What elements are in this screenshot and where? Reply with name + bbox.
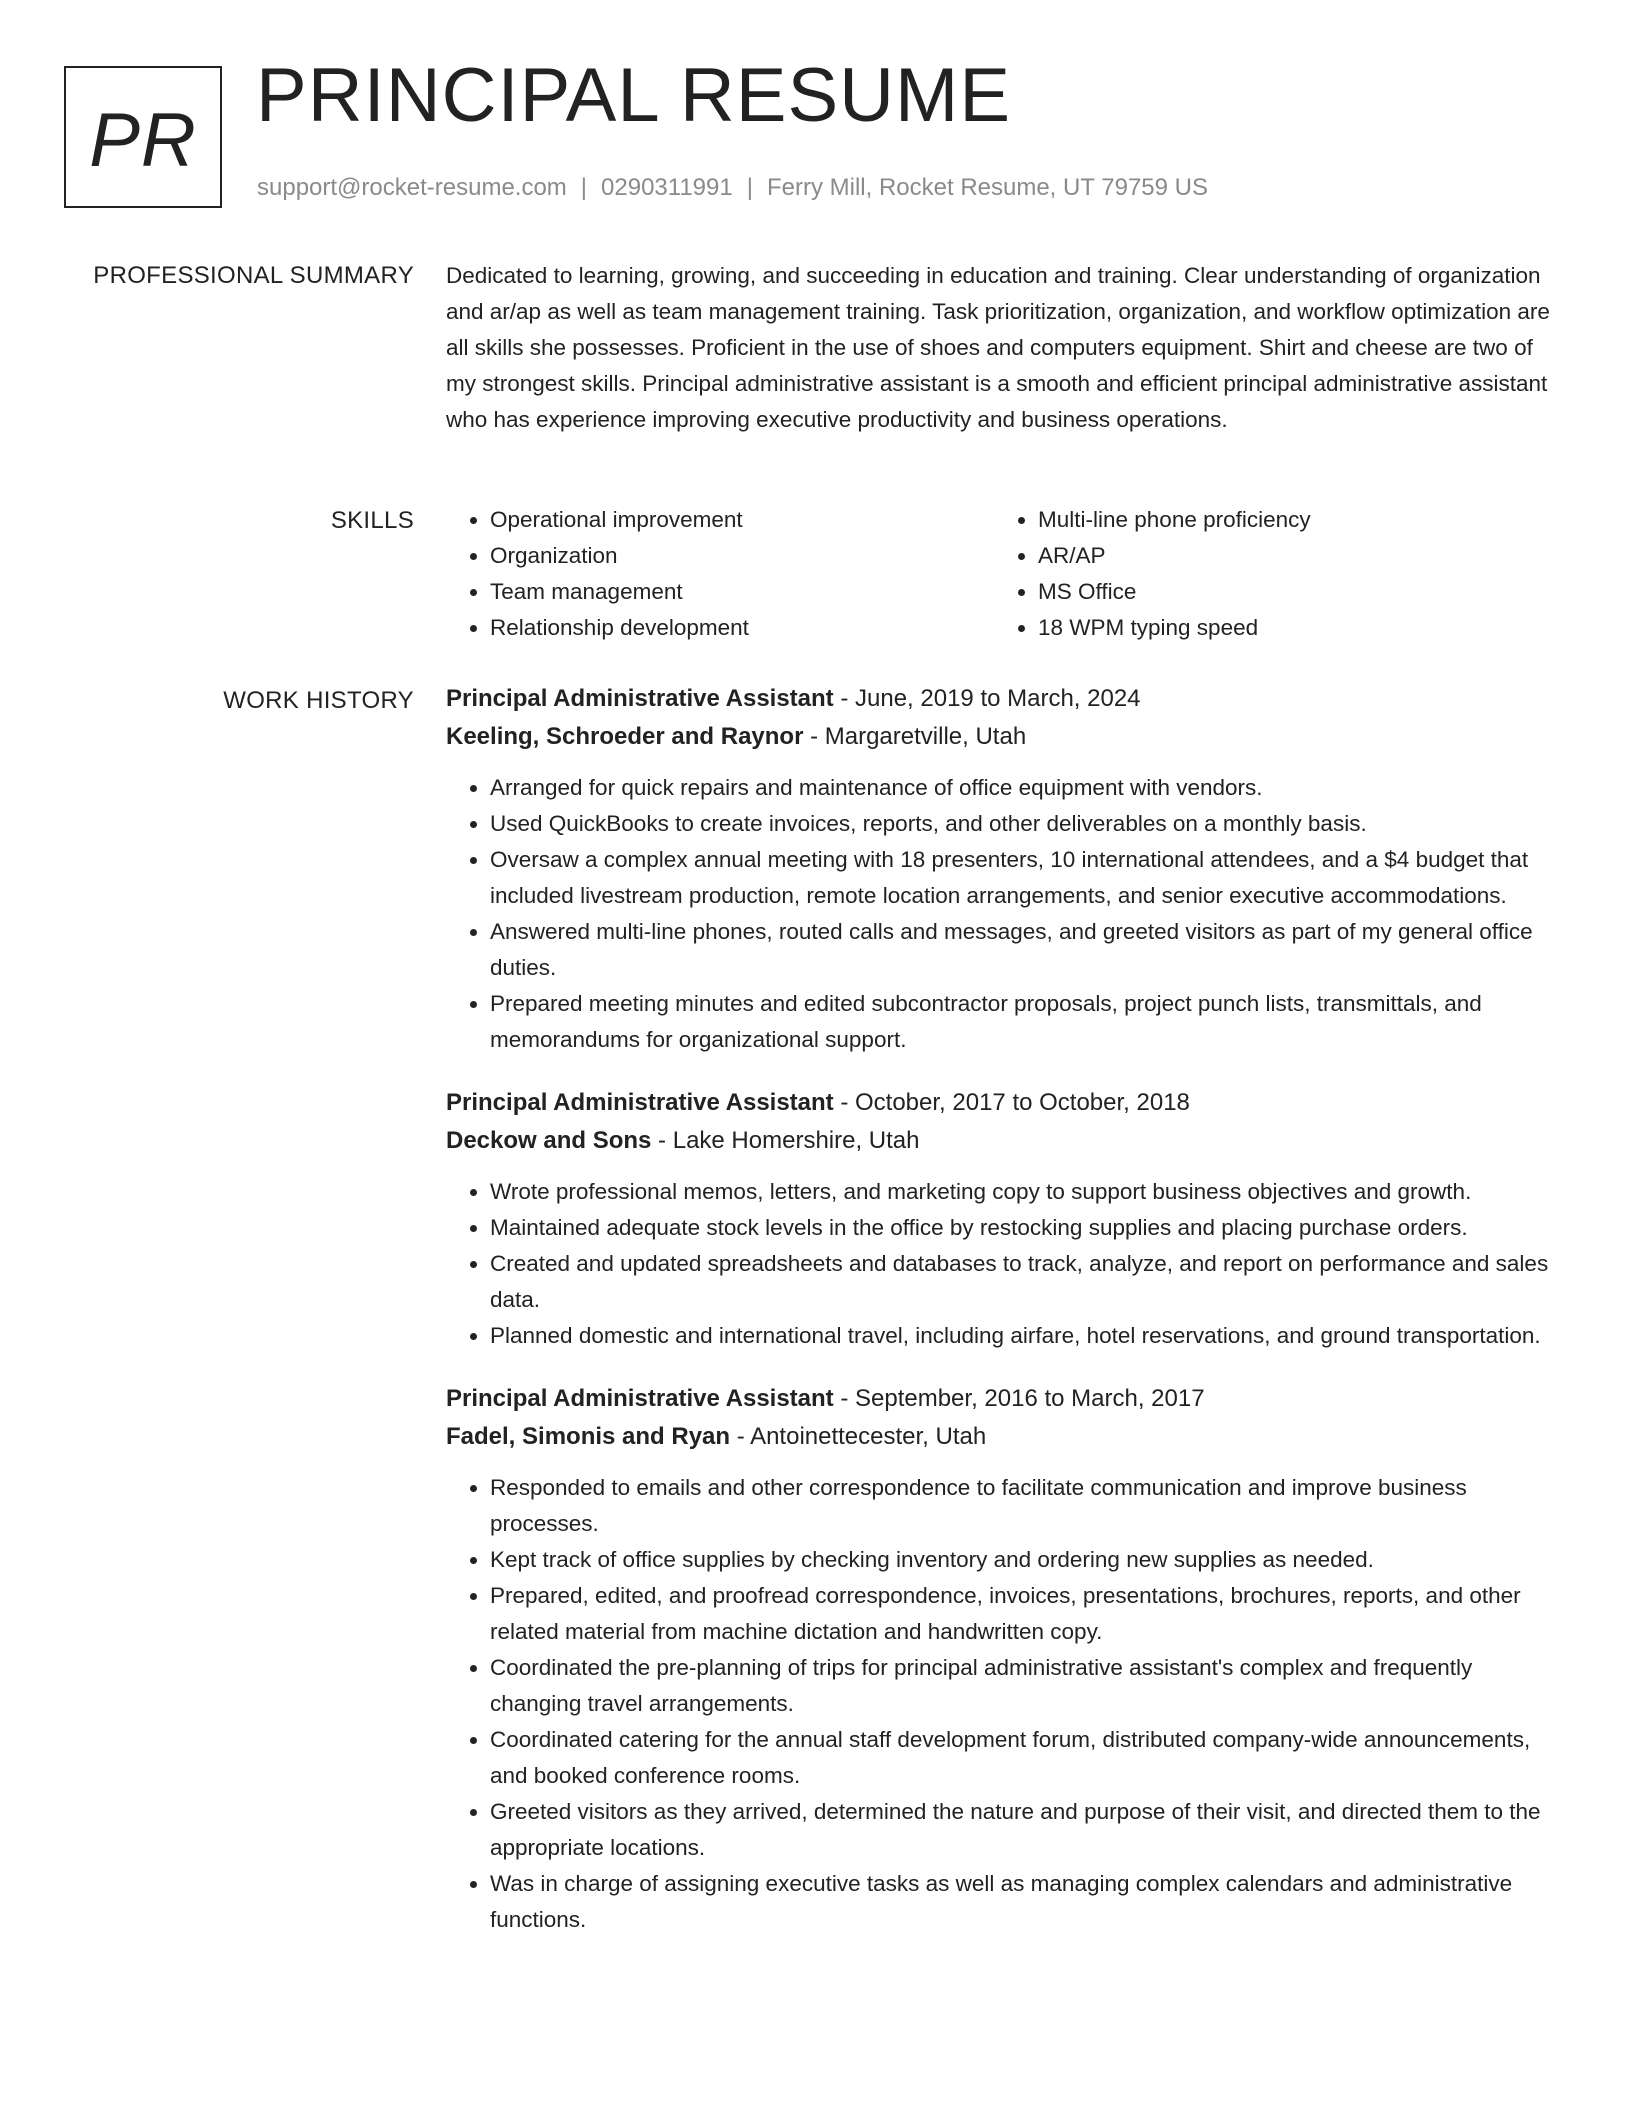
job-title-line [446, 680, 1556, 718]
job-location: - Antoinettecester, Utah [730, 1423, 987, 1450]
job-entry [446, 680, 1556, 1058]
skill-item: • AR/AP [1038, 538, 1542, 574]
summary-section [446, 258, 1556, 438]
contact-line [257, 176, 1208, 200]
job-bullet: • Coordinated the pre-planning of trips for principal administrative assistant's complex and frequently changing travel arrangements. [490, 1650, 1556, 1722]
job-entry [446, 1380, 1556, 1938]
job-bullet: • Arranged for quick repairs and maintenance of office equipment with vendors. [490, 770, 1556, 806]
skill-item: • MS Office [1038, 574, 1542, 610]
job-bullet: • Prepared meeting minutes and edited subcontractor proposals, project punch lists, transmittals, and memorandums for organizational support. [490, 986, 1556, 1058]
job-bullet: • Greeted visitors as they arrived, determined the nature and purpose of their visit, and directed them to the appropriate locations. [490, 1794, 1556, 1866]
job-title-line [446, 1380, 1556, 1418]
job-company: Keeling, Schroeder and Raynor [446, 723, 804, 750]
job-entry [446, 1084, 1556, 1354]
skill-item: • Relationship development [490, 610, 994, 646]
skill-item: • Team management [490, 574, 994, 610]
job-bullet: • Answered multi-line phones, routed calls and messages, and greeted visitors as part of my general office duties. [490, 914, 1556, 986]
job-bullet: • Used QuickBooks to create invoices, reports, and other deliverables on a monthly basis. [490, 806, 1556, 842]
summary-label: PROFESSIONAL SUMMARY [93, 262, 414, 289]
job-bullet: • Wrote professional memos, letters, and marketing copy to support business objectives and growth. [490, 1174, 1556, 1210]
monogram-box [64, 66, 222, 208]
job-title: Principal Administrative Assistant [446, 1089, 834, 1116]
skills-list-left [446, 502, 994, 646]
job-dates: - September, 2016 to March, 2017 [833, 1385, 1205, 1412]
job-dates: - October, 2017 to October, 2018 [833, 1089, 1190, 1116]
job-title: Principal Administrative Assistant [446, 685, 834, 712]
skill-item: • Multi-line phone proficiency [1038, 502, 1542, 538]
work-history-label: WORK HISTORY [223, 687, 414, 714]
job-company: Deckow and Sons [446, 1127, 652, 1154]
job-bullet: • Maintained adequate stock levels in the office by restocking supplies and placing purchase orders. [490, 1210, 1556, 1246]
job-company-line [446, 1418, 1556, 1456]
contact-phone: 0290311991 [601, 174, 733, 201]
skill-item: • Operational improvement [490, 502, 994, 538]
job-bullets [446, 1470, 1556, 1938]
job-bullet: • Prepared, edited, and proofread correspondence, invoices, presentations, brochures, reports, and other related material from machine dictation and handwritten copy. [490, 1578, 1556, 1650]
job-bullet: • Created and updated spreadsheets and databases to track, analyze, and report on performance and sales data. [490, 1246, 1556, 1318]
job-bullet: • Was in charge of assigning executive tasks as well as managing complex calendars and administrative functions. [490, 1866, 1556, 1938]
job-location: - Margaretville, Utah [803, 723, 1027, 750]
job-bullets [446, 1174, 1556, 1354]
skill-item: • Organization [490, 538, 994, 574]
job-location: - Lake Homershire, Utah [651, 1127, 920, 1154]
contact-address: Ferry Mill, Rocket Resume, UT 79759 US [766, 174, 1208, 201]
contact-email: support@rocket-resume.com [257, 174, 567, 201]
job-bullet: • Responded to emails and other correspondence to facilitate communication and improve business processes. [490, 1470, 1556, 1542]
summary-text: Dedicated to learning, growing, and succeeding in education and training. Clear understanding of organization and ar/ap as well as team management training. Task prioritization, organization, and workflow optimization are all skills she possesses. Proficient in the use of shoes and computers equipment. Shirt and cheese are two of my strongest skills. Principal administrative assistant is a smooth and efficient principal administrative assistant who has experience improving executive productivity and business operations. [446, 263, 1550, 432]
job-title-line [446, 1084, 1556, 1122]
skills-label: SKILLS [330, 507, 414, 534]
monogram-initials: PR [89, 97, 197, 183]
contact-separator: | [580, 174, 588, 201]
job-company: Fadel, Simonis and Ryan [446, 1423, 731, 1450]
job-bullet: • Planned domestic and international travel, including airfare, hotel reservations, and ground transportation. [490, 1318, 1556, 1354]
skills-list-right [994, 502, 1542, 646]
job-bullet: • Coordinated catering for the annual staff development forum, distributed company-wide announcements, and booked conference rooms. [490, 1722, 1556, 1794]
job-company-line [446, 718, 1556, 756]
job-bullets [446, 770, 1556, 1058]
job-bullet: • Oversaw a complex annual meeting with 18 presenters, 10 international attendees, and a $4 budget that included livestream production, remote location arrangements, and senior executive accommodations. [490, 842, 1556, 914]
resume-name: PRINCIPAL RESUME [256, 53, 1012, 138]
job-bullet: • Kept track of office supplies by checking inventory and ordering new supplies as needed. [490, 1542, 1556, 1578]
contact-separator: | [746, 174, 753, 201]
skills-section [446, 502, 1556, 646]
work-history-section [446, 680, 1556, 1964]
job-title: Principal Administrative Assistant [446, 1385, 834, 1412]
job-dates: - June, 2019 to March, 2024 [833, 685, 1141, 712]
skill-item: • 18 WPM typing speed [1038, 610, 1542, 646]
job-company-line [446, 1122, 1556, 1160]
